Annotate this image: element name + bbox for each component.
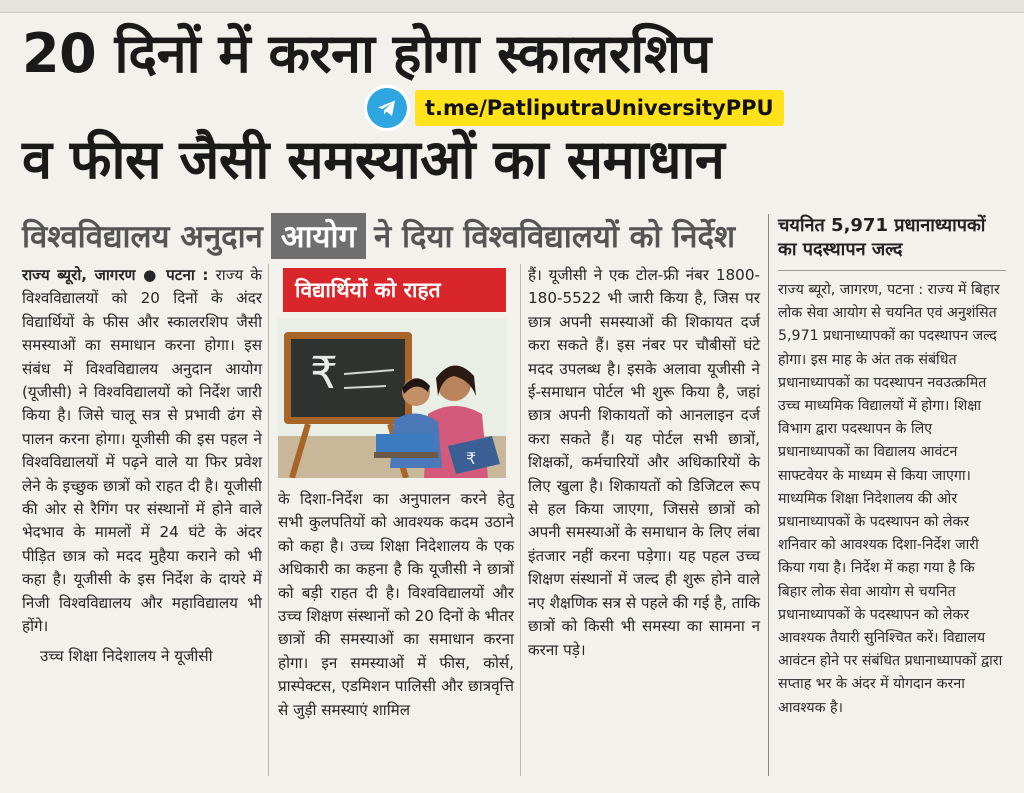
article-column-2	[278, 488, 514, 722]
subhead-before: विश्वविद्यालय अनुदान	[22, 219, 263, 255]
sidebar-title: चयनित 5,971 प्रधानाध्यापकों का पदस्थापन जल्द	[778, 214, 1006, 271]
headline-line-1: 20 दिनों में करना होगा स्कालरशिप	[22, 22, 711, 85]
col1-text: राज्य के विश्वविद्यालयों को 20 दिनों के अंदर विद्यार्थियों के फीस और स्कालरशिप जैसी समस्याओं का समाधान करना होगा। इस संबंध में विश्वविद्यालय अनुदान आयोग (यूजीसी) ने विश्वविद्यालयों को निर्देश जारी किया है। जिसे चालू सत्र से प्रभावी ढंग से पालन करना होगा। यूजीसी की इस पहल ने विश्वविद्यालयों में पढ़ने वाले या फिर प्रवेश लेने के इच्छुक छात्रों को राहत दी है। यूजीसी की ओर से रैगिंग पर संस्थानों में होने वाले भेदभाव के मामलों में 24 घंटे के अंदर पीड़ित छात्र को मदद मुहैया कराने को भी कहा है। यूजीसी के इस निर्देश के दायरे में निजी विश्वविद्यालय और महाविद्यालय भी होंगे।	[22, 266, 262, 636]
byline: राज्य ब्यूरो, जागरण ● पटना :	[22, 266, 209, 284]
column-divider	[520, 264, 521, 776]
sidebar-body	[778, 279, 1006, 720]
col2-text: के दिशा-निर्देश का अनुपालन करने हेतु सभी कुलपतियों को आवश्यक कदम उठाने को कहा है। उच्च शिक्षा निदेशालय के एक अधिकारी का कहना है कि यूजीसी ने छात्रों को बड़ी राहत दी है। विश्वविद्यालयों और उच्च शिक्षण संस्थानों को 20 दिनों के भीतर छात्रों की समस्याओं का समाधान करना होगा। इन समस्याओं में फीस, कोर्स, प्रास्पेक्टस, एडमिशन पालिसी और छात्रवृत्ति से जुड़ी समस्याएं शामिल	[278, 490, 514, 719]
article-column-1	[22, 264, 262, 668]
telegram-watermark	[367, 86, 784, 130]
subheadline	[22, 210, 735, 262]
svg-text:₹: ₹	[310, 348, 338, 399]
sidebar-story	[778, 214, 1006, 720]
article-paragraph	[22, 264, 262, 639]
col1-last-line: उच्च शिक्षा निदेशालय ने यूजीसी	[40, 646, 213, 665]
telegram-icon	[367, 88, 407, 128]
box-title: विद्यार्थियों को राहत	[283, 268, 506, 312]
subhead-after: ने दिया विश्वविद्यालयों को निर्देश	[374, 219, 736, 255]
headline-line-2: व फीस जैसी समस्याओं का समाधान	[22, 128, 725, 191]
column-divider	[268, 264, 269, 776]
students-illustration	[278, 318, 506, 478]
subhead-highlight: आयोग	[271, 213, 366, 259]
top-cut-strip	[0, 0, 1024, 13]
article-column-3	[528, 264, 760, 662]
svg-text:₹: ₹	[466, 449, 477, 468]
sidebar-text: राज्य ब्यूरो, जागरण, पटना : राज्य में बिहार लोक सेवा आयोग से चयनित एवं अनुशंसित 5,971 प्रधानाध्यापकों का पदस्थापन जल्द होगा। इस माह के अंत तक संबंधित प्रधानाध्यापकों का पदस्थापन नवउत्क्रमित उच्च माध्यमिक विद्यालयों में होगा। शिक्षा विभाग द्वारा पदस्थापन के लिए प्रधानाध्यापकों का विद्यालय आवंटन साफ्टवेयर के माध्यम से किया जाएगा। माध्यमिक शिक्षा निदेशालय की ओर प्रधानाध्यापकों के पदस्थापन को लेकर शनिवार को आवश्यक दिशा-निर्देश जारी किया गया है। निर्देश में कहा गया है कि बिहार लोक सेवा आयोग से चयनित प्रधानाध्यापकों के पदस्थापन को लेकर आवश्यक तैयारी सुनिश्चित करें। विद्यालय आवंटन होने पर संबंधित प्रधानाध्यापकों द्वारा सप्ताह भर के अंदर में योगदान करना आवश्यक है।	[778, 282, 1003, 716]
col3-text: हैं। यूजीसी ने एक टोल-फ्री नंबर 1800-180-5522 भी जारी किया है, जिस पर छात्र अपनी समस्याओं की शिकायत दर्ज करा सकते हैं। इस नंबर पर चौबीसों घंटे मदद उपलब्ध है। इसके अलावा यूजीसी ने ई-समाधान पोर्टल भी शुरू किया है, जहां छात्र अपनी शिकायतों को आनलाइन दर्ज करा सकते हैं। यह पोर्टल सभी छात्रों, शिक्षकों, कर्मचारियों और अधिकारियों के लिए खुला है। शिकायतों को डिजिटल रूप से हल किया जाएगा, जिससे छात्रों को अपनी समस्याओं के समाधान के लिए लंबा इंतजार नहीं करना पड़ेगा। यह पहल उच्च शिक्षण संस्थानों में जल्द ही शुरू होने वाले नए शैक्षणिक सत्र से पहले की गई है, ताकि छात्रों को किसी भी समस्या का सामना न करना पड़े।	[528, 266, 760, 659]
telegram-link: t.me/PatliputraUniversityPPU	[415, 90, 784, 126]
sidebar-divider	[768, 214, 769, 776]
